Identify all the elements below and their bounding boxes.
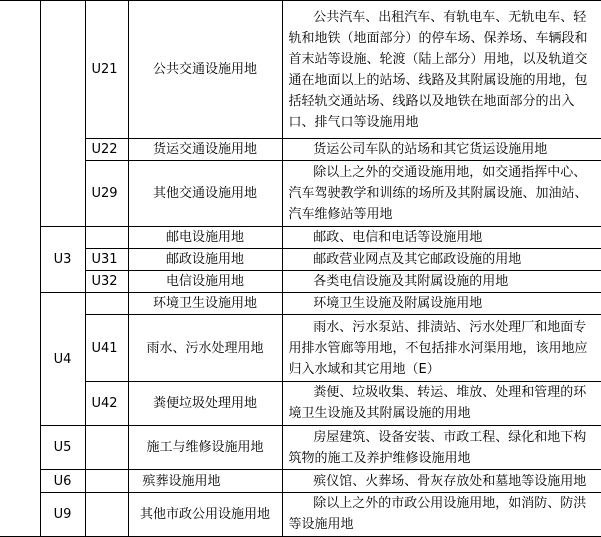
medium-class-code: U42 (85, 381, 128, 425)
medium-class-code (85, 226, 128, 248)
major-class-code: U5 (40, 426, 85, 470)
table-row (0, 1, 601, 139)
table-row (0, 139, 601, 161)
table-row (0, 492, 601, 536)
class-name: 环境卫生设施用地 (128, 293, 282, 315)
medium-class-code: U29 (85, 161, 128, 226)
medium-class-code (85, 293, 128, 315)
class-description: 环境卫生设施及附属设施用地 (282, 293, 601, 315)
class-description: 公共汽车、出租汽车、有轨电车、无轨电车、轻轨和地铁（地面部分）的停车场、保养场、车辆段和首末站等设施、轮渡（陆上部分）用地，以及轨道交通在地面以上的站场、线路及其附属设施的用地，包括轻轨交通站场、线路以及地铁在地面部分的出入口、排气口等设施用地 (282, 1, 601, 139)
class-description: 货运公司车队的站场和其它货运设施用地 (282, 139, 601, 161)
class-name: 施工与维修设施用地 (128, 426, 282, 470)
class-name: 电信设施用地 (128, 270, 282, 292)
table-row (0, 270, 601, 292)
class-description: 粪便、垃圾收集、转运、堆放、处理和管理的环境卫生设施及其附属设施的用地 (282, 381, 601, 425)
class-name: 其他市政公用设施用地 (128, 492, 282, 536)
medium-class-code (85, 426, 128, 470)
category-column-blank (0, 1, 40, 537)
table-row (0, 381, 601, 425)
class-description: 除以上之外的市政公用设施用地，如消防、防洪等设施用地 (282, 492, 601, 536)
table-row (0, 315, 601, 381)
class-description: 殡仪馆、火葬场、骨灰存放处和墓地等设施用地 (282, 470, 601, 492)
major-class-code: U9 (40, 492, 85, 536)
class-name: 殡葬设施用地 (128, 470, 282, 492)
class-name: 邮电设施用地 (128, 226, 282, 248)
medium-class-code: U21 (85, 1, 128, 139)
class-description: 除以上之外的交通设施用地，如交通指挥中心、汽车驾驶教学和训练的场所及其附属设施、加油站、汽车维修站等用地 (282, 161, 601, 226)
major-class-code: U4 (40, 293, 85, 426)
major-class-code (40, 1, 85, 227)
class-description: 房屋建筑、设备安装、市政工程、绿化和地下构筑物的施工及养护维修设施用地 (282, 426, 601, 470)
class-name: 粪便垃圾处理用地 (128, 381, 282, 425)
table-row (0, 293, 601, 315)
medium-class-code: U31 (85, 248, 128, 270)
class-description: 邮政、电信和电话等设施用地 (282, 226, 601, 248)
class-name: 货运交通设施用地 (128, 139, 282, 161)
major-class-code: U3 (40, 226, 85, 292)
table-row (0, 226, 601, 248)
table-row (0, 161, 601, 226)
medium-class-code (85, 470, 128, 492)
major-class-code: U6 (40, 470, 85, 492)
class-description: 邮政营业网点及其它邮政设施的用地 (282, 248, 601, 270)
class-name: 邮政设施用地 (128, 248, 282, 270)
class-name: 雨水、污水处理用地 (128, 315, 282, 381)
table-row (0, 470, 601, 492)
medium-class-code: U22 (85, 139, 128, 161)
table-row (0, 248, 601, 270)
medium-class-code: U32 (85, 270, 128, 292)
class-name: 公共交通设施用地 (128, 1, 282, 139)
medium-class-code (85, 492, 128, 536)
medium-class-code: U41 (85, 315, 128, 381)
class-description: 各类电信设施及其附属设施的用地 (282, 270, 601, 292)
class-description: 雨水、污水泵站、排渍站、污水处理厂和地面专用排水管廊等用地，不包括排水河渠用地，该用地应归入水域和其它用地（E） (282, 315, 601, 381)
class-name: 其他交通设施用地 (128, 161, 282, 226)
table-row (0, 426, 601, 470)
